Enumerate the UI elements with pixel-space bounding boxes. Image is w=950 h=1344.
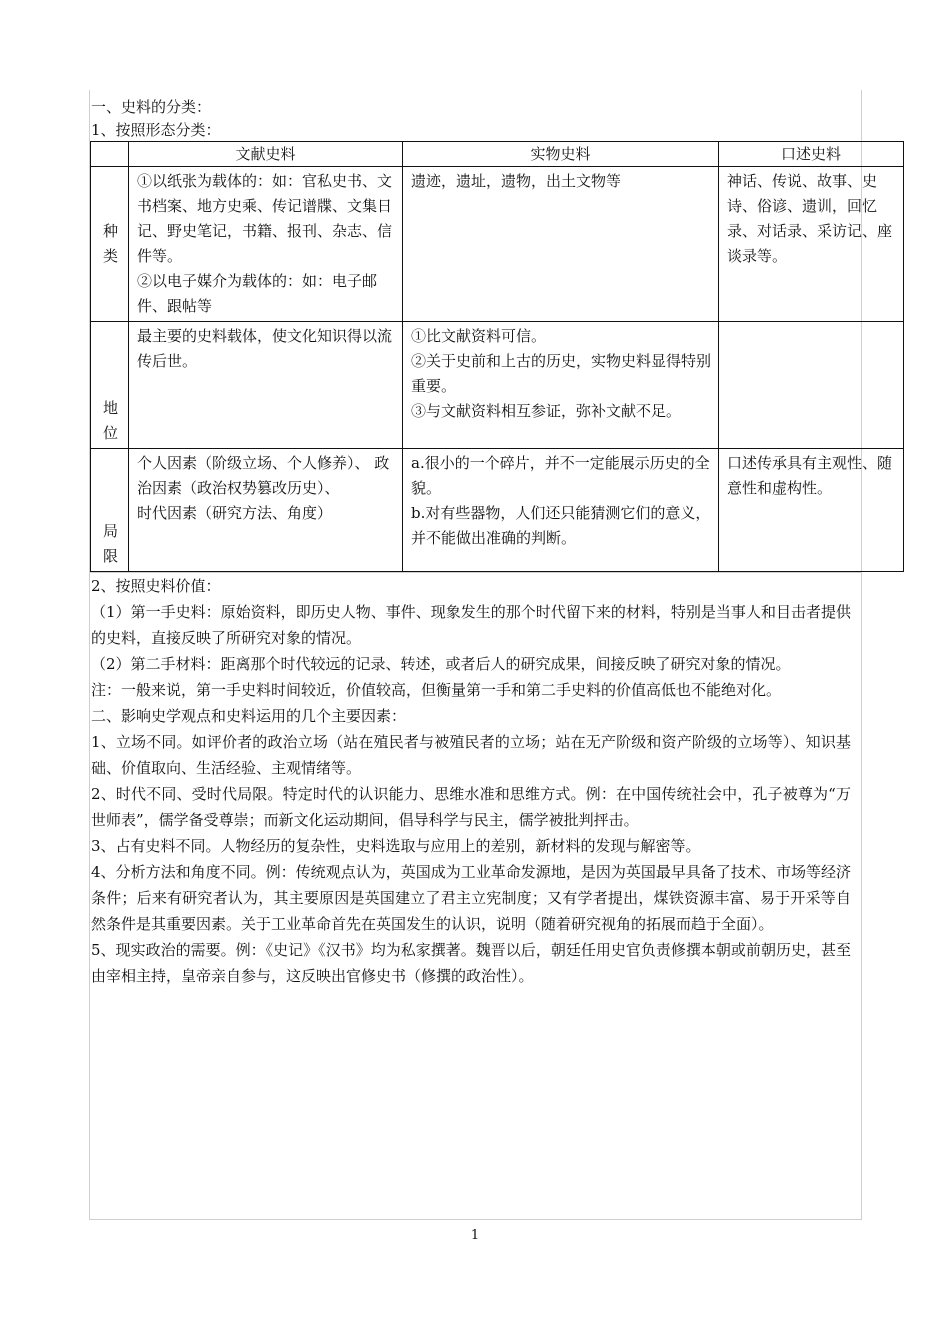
row-label xyxy=(91,167,129,322)
section-title: 一、史料的分类： xyxy=(91,98,212,116)
cell-text: ②关于史前和上古的历史，实物史料显得特别重要。 xyxy=(411,352,712,395)
paragraph: 2、按照史料价值： xyxy=(91,577,221,595)
cell-text: 遗迹，遗址，遗物，出土文物等 xyxy=(411,172,622,190)
cell-text: ①以纸张为载体的：如：官私史书、文书档案、地方史乘、传记谱牒、文集日记、野史笔记，书籍、报刊、杂志、信件等。 xyxy=(137,172,393,265)
paragraph: 1、立场不同。如评价者的政治立场（站在殖民者与被殖民者的立场；站在无产阶级和资产阶级的立场等）、知识基础、价值取向、生活经验、主观情绪等。 xyxy=(91,733,851,777)
table-cell xyxy=(719,449,904,572)
frame-bottom-line xyxy=(89,1219,862,1220)
row-label-char: 限 xyxy=(103,547,119,565)
paragraph: 2、时代不同、受时代局限。特定时代的认识能力、思维水准和思维方式。例：在中国传统社会中，孔子被尊为“万世师表”，儒学备受尊崇；而新文化运动期间，倡导科学与民主，儒学被批判抨击。 xyxy=(91,785,851,829)
row-label-char: 种 xyxy=(103,222,119,240)
table-cell xyxy=(403,322,719,449)
table-cell xyxy=(719,167,904,322)
row-label xyxy=(91,322,129,449)
cell-text: 个人因素（阶级立场、个人修养）、 政治因素（政治权势篡改历史）、 xyxy=(137,454,390,497)
table-corner-cell xyxy=(91,142,129,167)
cell-text: 时代因素（研究方法、角度） xyxy=(137,504,333,522)
cell-text: ③与文献资料相互参证，弥补文献不足。 xyxy=(411,402,682,420)
cell-text: ①比文献资料可信。 xyxy=(411,327,547,345)
cell-text: a.很小的一个碎片，并不一定能展示历史的全貌。 xyxy=(411,454,710,497)
body-text xyxy=(91,573,851,989)
table-row xyxy=(91,322,904,449)
row-label-char: 局 xyxy=(103,522,119,540)
subsection-title: 1、按照形态分类： xyxy=(91,121,221,139)
paragraph: 注：一般来说，第一手史料时间较近，价值较高，但衡量第一手和第二手史料的价值高低也不能绝对化。 xyxy=(91,681,782,699)
row-label-char: 类 xyxy=(103,247,119,265)
cell-text: ②以电子媒介为载体的：如：电子邮件、跟帖等 xyxy=(137,272,378,315)
table-header-cell: 文献史料 xyxy=(129,142,403,167)
paragraph: 二、影响史学观点和史料运用的几个主要因素： xyxy=(91,707,407,725)
paragraph: （2）第二手材料：距离那个时代较远的记录、转述，或者后人的研究成果，间接反映了研究对象的情况。 xyxy=(91,655,791,673)
row-label-char: 位 xyxy=(103,424,119,442)
table-cell xyxy=(719,322,904,449)
paragraph: （1）第一手史料：原始资料，即历史人物、事件、现象发生的那个时代留下来的材料，特别是当事人和目击者提供的史料，直接反映了所研究对象的情况。 xyxy=(91,603,851,647)
paragraph: 3、占有史料不同。人物经历的复杂性，史料选取与应用上的差别，新材料的发现与解密等。 xyxy=(91,837,701,855)
table-row xyxy=(91,449,904,572)
table-row xyxy=(91,167,904,322)
classification-table xyxy=(90,141,904,572)
table-cell xyxy=(129,322,403,449)
paragraph: 4、分析方法和角度不同。例：传统观点认为，英国成为工业革命发源地，是因为英国最早具备了技术、市场等经济条件；后来有研究者认为，其主要原因是英国建立了君主立宪制度；又有学者提出，煤铁资源丰富、易于开采等自然条件是其重要因素。关于工业革命首先在英国发生的认识，说明（随着研究视角的拓展而趋于全面）。 xyxy=(91,863,851,933)
table-cell xyxy=(129,167,403,322)
table-cell xyxy=(129,449,403,572)
table-header-row xyxy=(91,142,904,167)
row-label-char: 地 xyxy=(103,399,119,417)
row-label xyxy=(91,449,129,572)
page-number: 1 xyxy=(470,1228,480,1243)
table-cell xyxy=(403,167,719,322)
table-header-cell: 口述史料 xyxy=(719,142,904,167)
cell-text: 口述传承具有主观性、随意性和虚构性。 xyxy=(727,454,893,497)
cell-text: 最主要的史料载体，使文化知识得以流传后世。 xyxy=(137,327,393,370)
cell-text: b.对有些器物，人们还只能猜测它们的意义，并不能做出准确的判断。 xyxy=(411,504,711,547)
cell-text: 神话、传说、故事、史诗、俗谚、遗训，回忆录、对话录、采访记、座谈录等。 xyxy=(727,172,893,265)
table-cell xyxy=(403,449,719,572)
table-header-cell: 实物史料 xyxy=(403,142,719,167)
paragraph: 5、现实政治的需要。例：《史记》《汉书》均为私家撰著。魏晋以后，朝廷任用史官负责修撰本朝或前朝历史，甚至由宰相主持，皇帝亲自参与，这反映出官修史书（修撰的政治性）。 xyxy=(91,941,851,985)
